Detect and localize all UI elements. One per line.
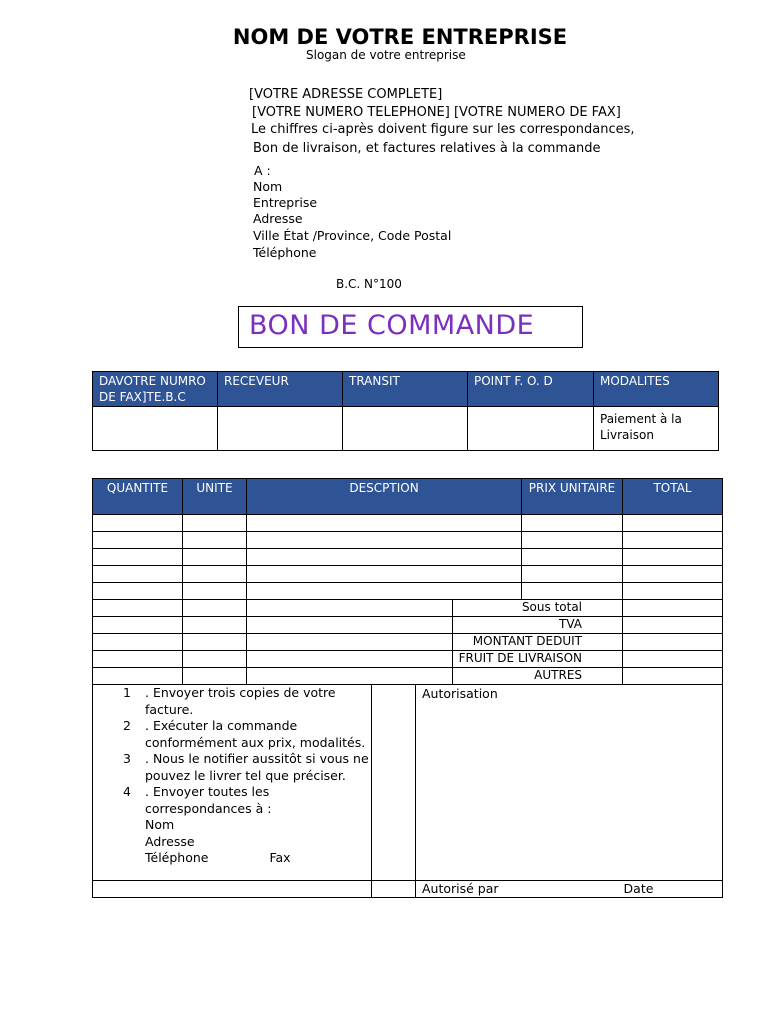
- company-slogan: Slogan de votre entreprise: [306, 48, 466, 62]
- deducted-amount-value[interactable]: [623, 634, 723, 651]
- totals-row: [93, 600, 723, 617]
- shipping-value-receiver[interactable]: [218, 407, 343, 451]
- signature-row: [93, 881, 723, 898]
- delivery-fee-value[interactable]: [623, 651, 723, 668]
- subtotal-value[interactable]: [623, 600, 723, 617]
- shipping-header-fob-point: POINT F. O. D: [468, 372, 594, 407]
- totals-row: [93, 634, 723, 651]
- item-unit-cell[interactable]: [183, 549, 247, 566]
- send-to-phone-fax: [93, 850, 371, 867]
- deducted-amount-label: MONTANT DEDUIT: [453, 634, 623, 651]
- reference-note-line-2: Bon de livraison, et factures relatives à la commande: [253, 141, 601, 156]
- shipping-header-terms: MODALITES: [594, 372, 719, 407]
- authorized-by-label: Autorisé par: [422, 881, 499, 896]
- send-to-name: Nom: [145, 817, 175, 832]
- send-to-phone: Téléphone: [145, 850, 209, 865]
- item-description-cell[interactable]: [247, 583, 522, 600]
- item-price-cell[interactable]: [522, 583, 623, 600]
- date-label: Date: [623, 881, 654, 896]
- instructions-table: [92, 684, 723, 898]
- item-description-cell[interactable]: [247, 515, 522, 532]
- table-row: [93, 532, 723, 549]
- shipping-header-row: [93, 372, 719, 407]
- totals-quantity-cell[interactable]: [93, 651, 183, 668]
- authorization-label: Autorisation: [422, 686, 498, 701]
- company-name: NOM DE VOTRE ENTREPRISE: [232, 25, 568, 49]
- item-price-cell[interactable]: [522, 515, 623, 532]
- send-to-fax: Fax: [269, 850, 291, 865]
- shipping-value-fob-point[interactable]: [468, 407, 594, 451]
- item-unit-cell[interactable]: [183, 566, 247, 583]
- instructions-row: [93, 685, 723, 881]
- recipient-phone: Téléphone: [253, 245, 317, 260]
- table-row: [93, 566, 723, 583]
- send-to-address: Adresse: [145, 833, 195, 849]
- item-description-cell[interactable]: [247, 566, 522, 583]
- items-header-quantity: QUANTITE: [93, 479, 183, 515]
- totals-unit-cell[interactable]: [183, 617, 247, 634]
- shipping-value-transit[interactable]: [343, 407, 468, 451]
- order-number: B.C. N°100: [336, 277, 402, 291]
- item-price-cell[interactable]: [522, 549, 623, 566]
- totals-quantity-cell[interactable]: [93, 600, 183, 617]
- item-quantity-cell[interactable]: [93, 566, 183, 583]
- totals-description-cell[interactable]: [247, 600, 453, 617]
- totals-unit-cell[interactable]: [183, 651, 247, 668]
- totals-description-cell[interactable]: [247, 617, 453, 634]
- totals-description-cell[interactable]: [247, 651, 453, 668]
- items-header-row: [93, 479, 723, 515]
- authorized-by-cell[interactable]: [416, 881, 723, 898]
- item-total-cell[interactable]: [623, 566, 723, 583]
- other-value[interactable]: [623, 668, 723, 685]
- signature-spacer-cell: [372, 881, 416, 898]
- recipient-address: Adresse: [253, 211, 303, 226]
- signature-blank-cell[interactable]: [93, 881, 372, 898]
- totals-quantity-cell[interactable]: [93, 668, 183, 685]
- items-table: [92, 478, 723, 685]
- tax-label: TVA: [453, 617, 623, 634]
- items-header-unit-price: PRIX UNITAIRE: [522, 479, 623, 515]
- item-unit-cell[interactable]: [183, 515, 247, 532]
- totals-unit-cell[interactable]: [183, 668, 247, 685]
- table-row: [93, 549, 723, 566]
- authorization-cell[interactable]: [416, 685, 723, 881]
- reference-note-line-1: Le chiffres ci-après doivent figure sur les correspondances,: [251, 122, 635, 137]
- shipping-value-terms[interactable]: Paiement à la Livraison: [594, 407, 719, 451]
- totals-row: [93, 668, 723, 685]
- instructions-list: [93, 685, 371, 817]
- item-quantity-cell[interactable]: [93, 532, 183, 549]
- delivery-fee-label: FRUIT DE LIVRAISON: [453, 651, 623, 668]
- title-box: [238, 306, 583, 348]
- totals-description-cell[interactable]: [247, 668, 453, 685]
- item-description-cell[interactable]: [247, 532, 522, 549]
- item-quantity-cell[interactable]: [93, 583, 183, 600]
- other-label: AUTRES: [453, 668, 623, 685]
- shipping-table: [92, 371, 719, 451]
- item-total-cell[interactable]: [623, 549, 723, 566]
- item-total-cell[interactable]: [623, 532, 723, 549]
- recipient-city: Ville État /Province, Code Postal: [253, 228, 452, 243]
- shipping-header-receiver: RECEVEUR: [218, 372, 343, 407]
- totals-quantity-cell[interactable]: [93, 617, 183, 634]
- company-address: [VOTRE ADRESSE COMPLETE]: [249, 87, 443, 102]
- totals-row: [93, 651, 723, 668]
- item-unit-cell[interactable]: [183, 583, 247, 600]
- document-title: BON DE COMMANDE: [249, 310, 535, 341]
- items-header-unit: UNITE: [183, 479, 247, 515]
- company-phone-fax: [VOTRE NUMERO TELEPHONE] [VOTRE NUMERO DE FAX]: [252, 105, 621, 120]
- recipient-to-label: A :: [254, 163, 271, 178]
- totals-description-cell[interactable]: [247, 634, 453, 651]
- table-row: [93, 583, 723, 600]
- item-total-cell[interactable]: [623, 583, 723, 600]
- recipient-company: Entreprise: [253, 195, 318, 210]
- items-header-total: TOTAL: [623, 479, 723, 515]
- item-price-cell[interactable]: [522, 566, 623, 583]
- instruction-item: 2 . Exécuter la commande conformément aux prix, modalités.: [123, 718, 366, 750]
- totals-unit-cell[interactable]: [183, 634, 247, 651]
- shipping-value-fax-number[interactable]: [93, 407, 218, 451]
- subtotal-label: Sous total: [453, 600, 623, 617]
- instructions-cell: [93, 685, 372, 881]
- recipient-name: Nom: [253, 179, 283, 194]
- item-price-cell[interactable]: [522, 532, 623, 549]
- shipping-header-transit: TRANSIT: [343, 372, 468, 407]
- item-total-cell[interactable]: [623, 515, 723, 532]
- totals-row: [93, 617, 723, 634]
- instruction-item: 3 . Nous le notifier aussitôt si vous ne pouvez le livrer tel que préciser.: [123, 751, 369, 783]
- shipping-header-fax-number: DAVOTRE NUMRO DE FAX]TE.B.C: [93, 372, 218, 407]
- item-quantity-cell[interactable]: [93, 515, 183, 532]
- item-quantity-cell[interactable]: [93, 549, 183, 566]
- item-description-cell[interactable]: [247, 549, 522, 566]
- item-unit-cell[interactable]: [183, 532, 247, 549]
- instruction-item: 1 . Envoyer trois copies de votre facture.: [123, 685, 336, 717]
- totals-unit-cell[interactable]: [183, 600, 247, 617]
- table-row: [93, 515, 723, 532]
- shipping-value-row: [93, 407, 719, 451]
- items-header-description: DESCPTION: [247, 479, 522, 515]
- tax-value[interactable]: [623, 617, 723, 634]
- totals-quantity-cell[interactable]: [93, 634, 183, 651]
- instructions-spacer-cell: [372, 685, 416, 881]
- instruction-item: 4 . Envoyer toutes les correspondances à :: [123, 784, 272, 816]
